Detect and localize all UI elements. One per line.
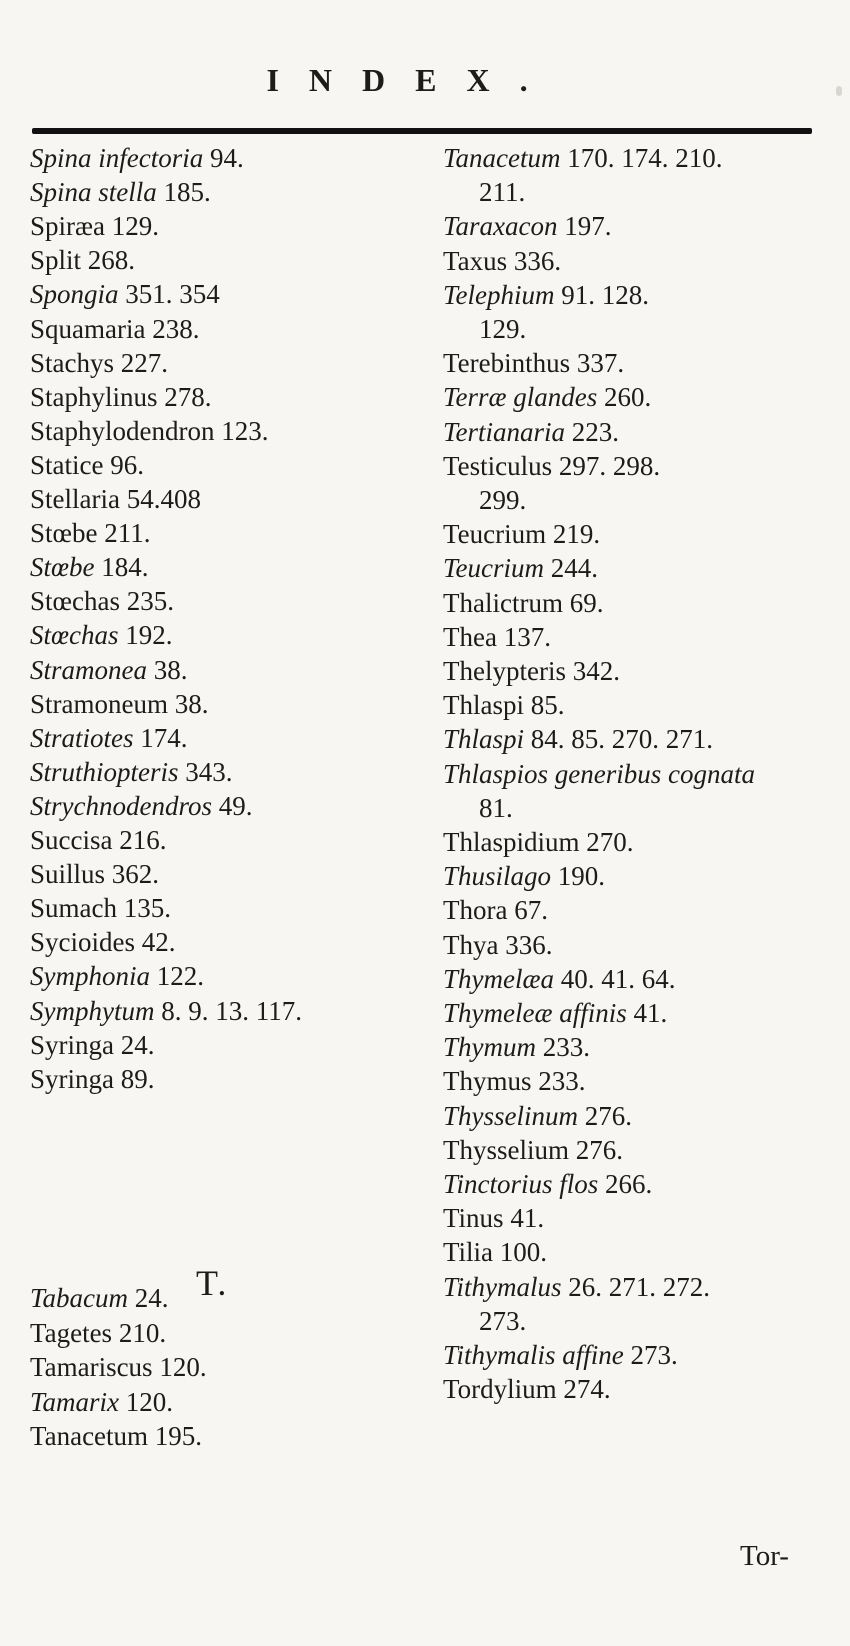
entry-term: Statice — [30, 449, 104, 480]
entry-pages: 174. — [140, 722, 188, 753]
entry-pages: 24. — [120, 1029, 155, 1060]
index-entry — [443, 585, 603, 621]
entry-term: Struthiopteris — [30, 756, 179, 787]
entry-term: Spina stella — [30, 177, 157, 208]
index-entry — [479, 311, 526, 347]
entry-pages: 238. — [152, 313, 200, 344]
index-entry — [30, 583, 174, 619]
entry-term: Testiculus — [443, 450, 553, 481]
entry-pages: 343. — [185, 756, 233, 787]
entry-pages: 129. — [479, 314, 527, 344]
index-entry — [30, 993, 302, 1029]
index-entry — [443, 277, 649, 313]
entry-term: Terræ glandes — [443, 382, 598, 413]
entry-pages: 41. — [510, 1203, 545, 1234]
entry-term: Thlaspios generibus cognata — [443, 758, 756, 789]
entry-pages: 91. 128. — [561, 279, 650, 310]
index-entry — [30, 413, 268, 449]
index-entry — [443, 1166, 652, 1202]
entry-term: Tanacetum — [443, 143, 561, 173]
index-entry — [443, 1063, 586, 1099]
index-entry — [30, 379, 212, 415]
entry-pages: 362. — [111, 859, 160, 890]
index-entry — [30, 1280, 169, 1316]
index-entry — [30, 652, 188, 688]
index-entry — [443, 927, 552, 963]
entry-pages: 120. — [159, 1352, 207, 1383]
entry-pages: 94. — [209, 143, 244, 173]
entry-term: Symphytum — [30, 995, 155, 1026]
entry-term: Stachys — [30, 347, 114, 378]
index-entry — [30, 345, 168, 381]
entry-term: Stœbe — [30, 552, 95, 583]
entry-pages: 235. — [126, 586, 174, 617]
entry-term: Stellaria — [30, 484, 120, 514]
entry-term: Strychnodendros — [30, 790, 212, 821]
entry-pages: 233. — [542, 1032, 590, 1063]
index-entry — [30, 686, 208, 722]
index-entry — [443, 1337, 678, 1373]
index-entry — [479, 1303, 526, 1339]
index-entry — [30, 720, 188, 756]
index-entry — [479, 790, 513, 826]
entry-term: Tagetes — [30, 1317, 113, 1348]
entry-pages: 69. — [569, 587, 604, 618]
section-letter-heading: T. — [196, 1263, 229, 1303]
entry-pages: 227. — [120, 347, 168, 378]
entry-term: Sycioides — [30, 927, 135, 958]
index-entry — [30, 1061, 155, 1097]
index-entry — [443, 824, 634, 860]
entry-pages: 135. — [123, 893, 171, 924]
index-entry — [30, 1315, 166, 1351]
index-entry — [30, 617, 173, 653]
index-entry — [443, 653, 620, 689]
index-entry — [443, 721, 713, 757]
index-entry — [30, 788, 252, 824]
index-entry — [443, 345, 624, 381]
index-entry — [443, 208, 612, 244]
entry-term: Thya — [443, 929, 499, 960]
entry-pages: 120. — [125, 1386, 174, 1417]
index-entry — [443, 1098, 632, 1134]
entry-term: Thora — [443, 895, 508, 926]
entry-term: Sumach — [30, 893, 117, 924]
entry-term: Thlaspi — [443, 690, 524, 721]
index-entry — [30, 822, 166, 858]
entry-term: Stratiotes — [30, 722, 134, 753]
entry-term: Taraxacon — [443, 211, 558, 242]
index-entry — [443, 414, 619, 450]
entry-pages: 211. — [104, 518, 151, 549]
index-entry — [443, 379, 651, 415]
entry-term: Split — [30, 245, 82, 276]
header-rule — [32, 128, 812, 134]
entry-term: Syringa — [30, 1063, 114, 1094]
index-entry — [30, 1349, 207, 1385]
entry-term: Teucrium — [443, 519, 547, 550]
entry-term: Symphonia — [30, 961, 150, 992]
index-entry — [30, 447, 144, 483]
index-entry — [30, 242, 135, 278]
entry-pages: 336. — [513, 245, 562, 276]
entry-pages: 38. — [153, 654, 188, 685]
entry-pages: 233. — [538, 1066, 586, 1097]
entry-term: Tordylium — [443, 1374, 557, 1405]
entry-term: Stœbe — [30, 518, 98, 549]
entry-term: Stœchas — [30, 586, 120, 617]
entry-pages: 85. — [530, 690, 565, 721]
entry-term: Suillus — [30, 859, 106, 890]
entry-term: Tithymalis affine — [443, 1340, 624, 1370]
entry-pages: 190. — [557, 861, 606, 892]
entry-term: Tinus — [443, 1203, 504, 1234]
entry-pages: 42. — [141, 927, 176, 958]
entry-pages: 276. — [575, 1134, 623, 1165]
entry-pages: 67. — [514, 895, 548, 926]
index-entry — [443, 516, 600, 552]
entry-term: Thlaspi — [443, 724, 525, 755]
entry-pages: 137. — [503, 621, 551, 652]
entry-pages: 26. 271. 272. — [568, 1271, 711, 1302]
entry-term: Thelypteris — [443, 656, 566, 686]
entry-pages: 273. — [479, 1305, 527, 1336]
index-entry — [479, 482, 526, 518]
entry-term: Tanacetum — [30, 1421, 149, 1452]
entry-pages: 210. — [118, 1317, 167, 1348]
index-entry — [479, 174, 525, 210]
entry-term: Succisa — [30, 825, 113, 855]
entry-term: Thea — [443, 621, 497, 652]
entry-pages: 276. — [584, 1100, 632, 1131]
entry-pages: 216. — [119, 825, 167, 855]
entry-term: Thalictrum — [443, 587, 563, 618]
entry-term: Thymum — [443, 1032, 536, 1063]
entry-term: Staphylinus — [30, 381, 158, 412]
entry-term: Staphylodendron — [30, 415, 215, 446]
entry-term: Squamaria — [30, 313, 146, 344]
index-entry — [30, 276, 220, 312]
entry-pages: 54.408 — [126, 484, 201, 514]
entry-term: Spina infectoria — [30, 143, 204, 173]
entry-pages: 89. — [120, 1063, 155, 1094]
entry-term: Tinctorius flos — [443, 1169, 599, 1199]
entry-pages: 195. — [154, 1421, 203, 1452]
entry-pages: 184. — [101, 552, 149, 583]
index-entry — [30, 549, 149, 585]
entry-pages: 266. — [605, 1169, 653, 1199]
entry-term: Tabacum — [30, 1283, 129, 1313]
index-entry — [443, 1132, 623, 1168]
entry-term: Teucrium — [443, 553, 545, 584]
entry-pages: 122. — [156, 961, 204, 992]
index-entry — [443, 858, 605, 894]
entry-term: Thymelæa — [443, 963, 554, 994]
entry-term: Thusilago — [443, 861, 552, 892]
entry-pages: 244. — [550, 553, 599, 584]
entry-pages: 270. — [586, 827, 634, 857]
entry-pages: 129. — [111, 211, 160, 242]
entry-pages: 351. 354 — [125, 279, 220, 310]
paper-spot — [836, 86, 842, 96]
entry-pages: 96. — [110, 449, 144, 480]
entry-pages: 38. — [174, 688, 209, 719]
entry-term: Stramonea — [30, 654, 147, 685]
entry-term: Syringa — [30, 1029, 114, 1060]
index-entry — [443, 1029, 590, 1065]
entry-pages: 49. — [218, 790, 253, 821]
entry-term: Thysselinum — [443, 1100, 578, 1131]
index-entry — [443, 1234, 547, 1270]
entry-pages: 297. 298. — [558, 450, 661, 481]
entry-term: Spiræa — [30, 211, 106, 242]
index-entry — [30, 924, 176, 960]
entry-pages: 84. 85. 270. 271. — [530, 724, 714, 755]
index-entry — [30, 515, 151, 551]
entry-term: Thymeleæ affinis — [443, 998, 627, 1028]
entry-term: Tamarix — [30, 1386, 120, 1417]
index-entry — [30, 140, 244, 176]
entry-pages: 100. — [499, 1237, 548, 1268]
index-entry — [443, 243, 561, 279]
entry-term: Stœchas — [30, 620, 119, 651]
entry-pages: 342. — [572, 656, 620, 686]
entry-pages: 299. — [479, 485, 527, 515]
entry-pages: 170. 174. 210. — [567, 143, 723, 173]
entry-pages: 223. — [571, 416, 620, 447]
entry-pages: 336. — [505, 929, 553, 960]
entry-term: Thymus — [443, 1066, 532, 1097]
index-entry — [443, 1200, 544, 1236]
entry-term: Thlaspidium — [443, 827, 580, 857]
entry-pages: 40. 41. 64. — [560, 963, 676, 994]
entry-term: Tamariscus — [30, 1352, 153, 1383]
index-entry — [443, 140, 723, 176]
entry-pages: 192. — [125, 620, 173, 651]
index-entry — [30, 1418, 202, 1454]
entry-pages: 8. 9. 13. 117. — [161, 995, 302, 1026]
entry-term: Telephium — [443, 279, 555, 310]
index-entry — [443, 756, 755, 792]
index-entry — [30, 754, 233, 790]
index-entry — [443, 619, 551, 655]
entry-term: Thysselium — [443, 1134, 569, 1165]
index-entry — [30, 890, 171, 926]
entry-pages: 24. — [134, 1283, 169, 1313]
index-entry — [30, 958, 204, 994]
entry-term: Taxus — [443, 245, 508, 276]
index-entry — [30, 1027, 155, 1063]
entry-term: Tilia — [443, 1237, 494, 1268]
entry-pages: 123. — [221, 415, 269, 446]
index-entry — [443, 1371, 611, 1407]
entry-term: Tertianaria — [443, 416, 566, 447]
entry-pages: 268. — [87, 245, 136, 276]
entry-pages: 219. — [552, 519, 601, 550]
catchword: Tor- — [740, 1540, 789, 1572]
entry-pages: 278. — [164, 381, 212, 412]
index-entry — [30, 1384, 173, 1420]
index-entry — [443, 687, 565, 723]
index-entry — [30, 481, 201, 517]
entry-term: Tithymalus — [443, 1271, 562, 1302]
index-entry — [443, 550, 598, 586]
index-entry — [30, 311, 199, 347]
entry-pages: 260. — [604, 382, 652, 413]
index-entry — [30, 174, 211, 210]
entry-term: Stramoneum — [30, 688, 168, 719]
index-entry — [443, 961, 676, 997]
entry-pages: 273. — [630, 1340, 678, 1370]
entry-pages: 211. — [479, 177, 526, 208]
entry-pages: 274. — [563, 1374, 611, 1405]
index-entry — [443, 995, 667, 1031]
index-entry — [30, 208, 159, 244]
entry-term: Terebinthus — [443, 348, 571, 379]
entry-pages: 185. — [163, 177, 211, 208]
index-entry — [443, 892, 548, 928]
entry-pages: 41. — [633, 998, 668, 1028]
entry-pages: 81. — [479, 792, 513, 823]
index-entry — [443, 448, 660, 484]
entry-pages: 337. — [576, 348, 625, 379]
entry-pages: 197. — [564, 211, 612, 242]
entry-term: Spongia — [30, 279, 119, 310]
index-entry — [30, 856, 159, 892]
index-entry — [443, 1269, 710, 1305]
page-header: INDEX. — [266, 62, 558, 98]
